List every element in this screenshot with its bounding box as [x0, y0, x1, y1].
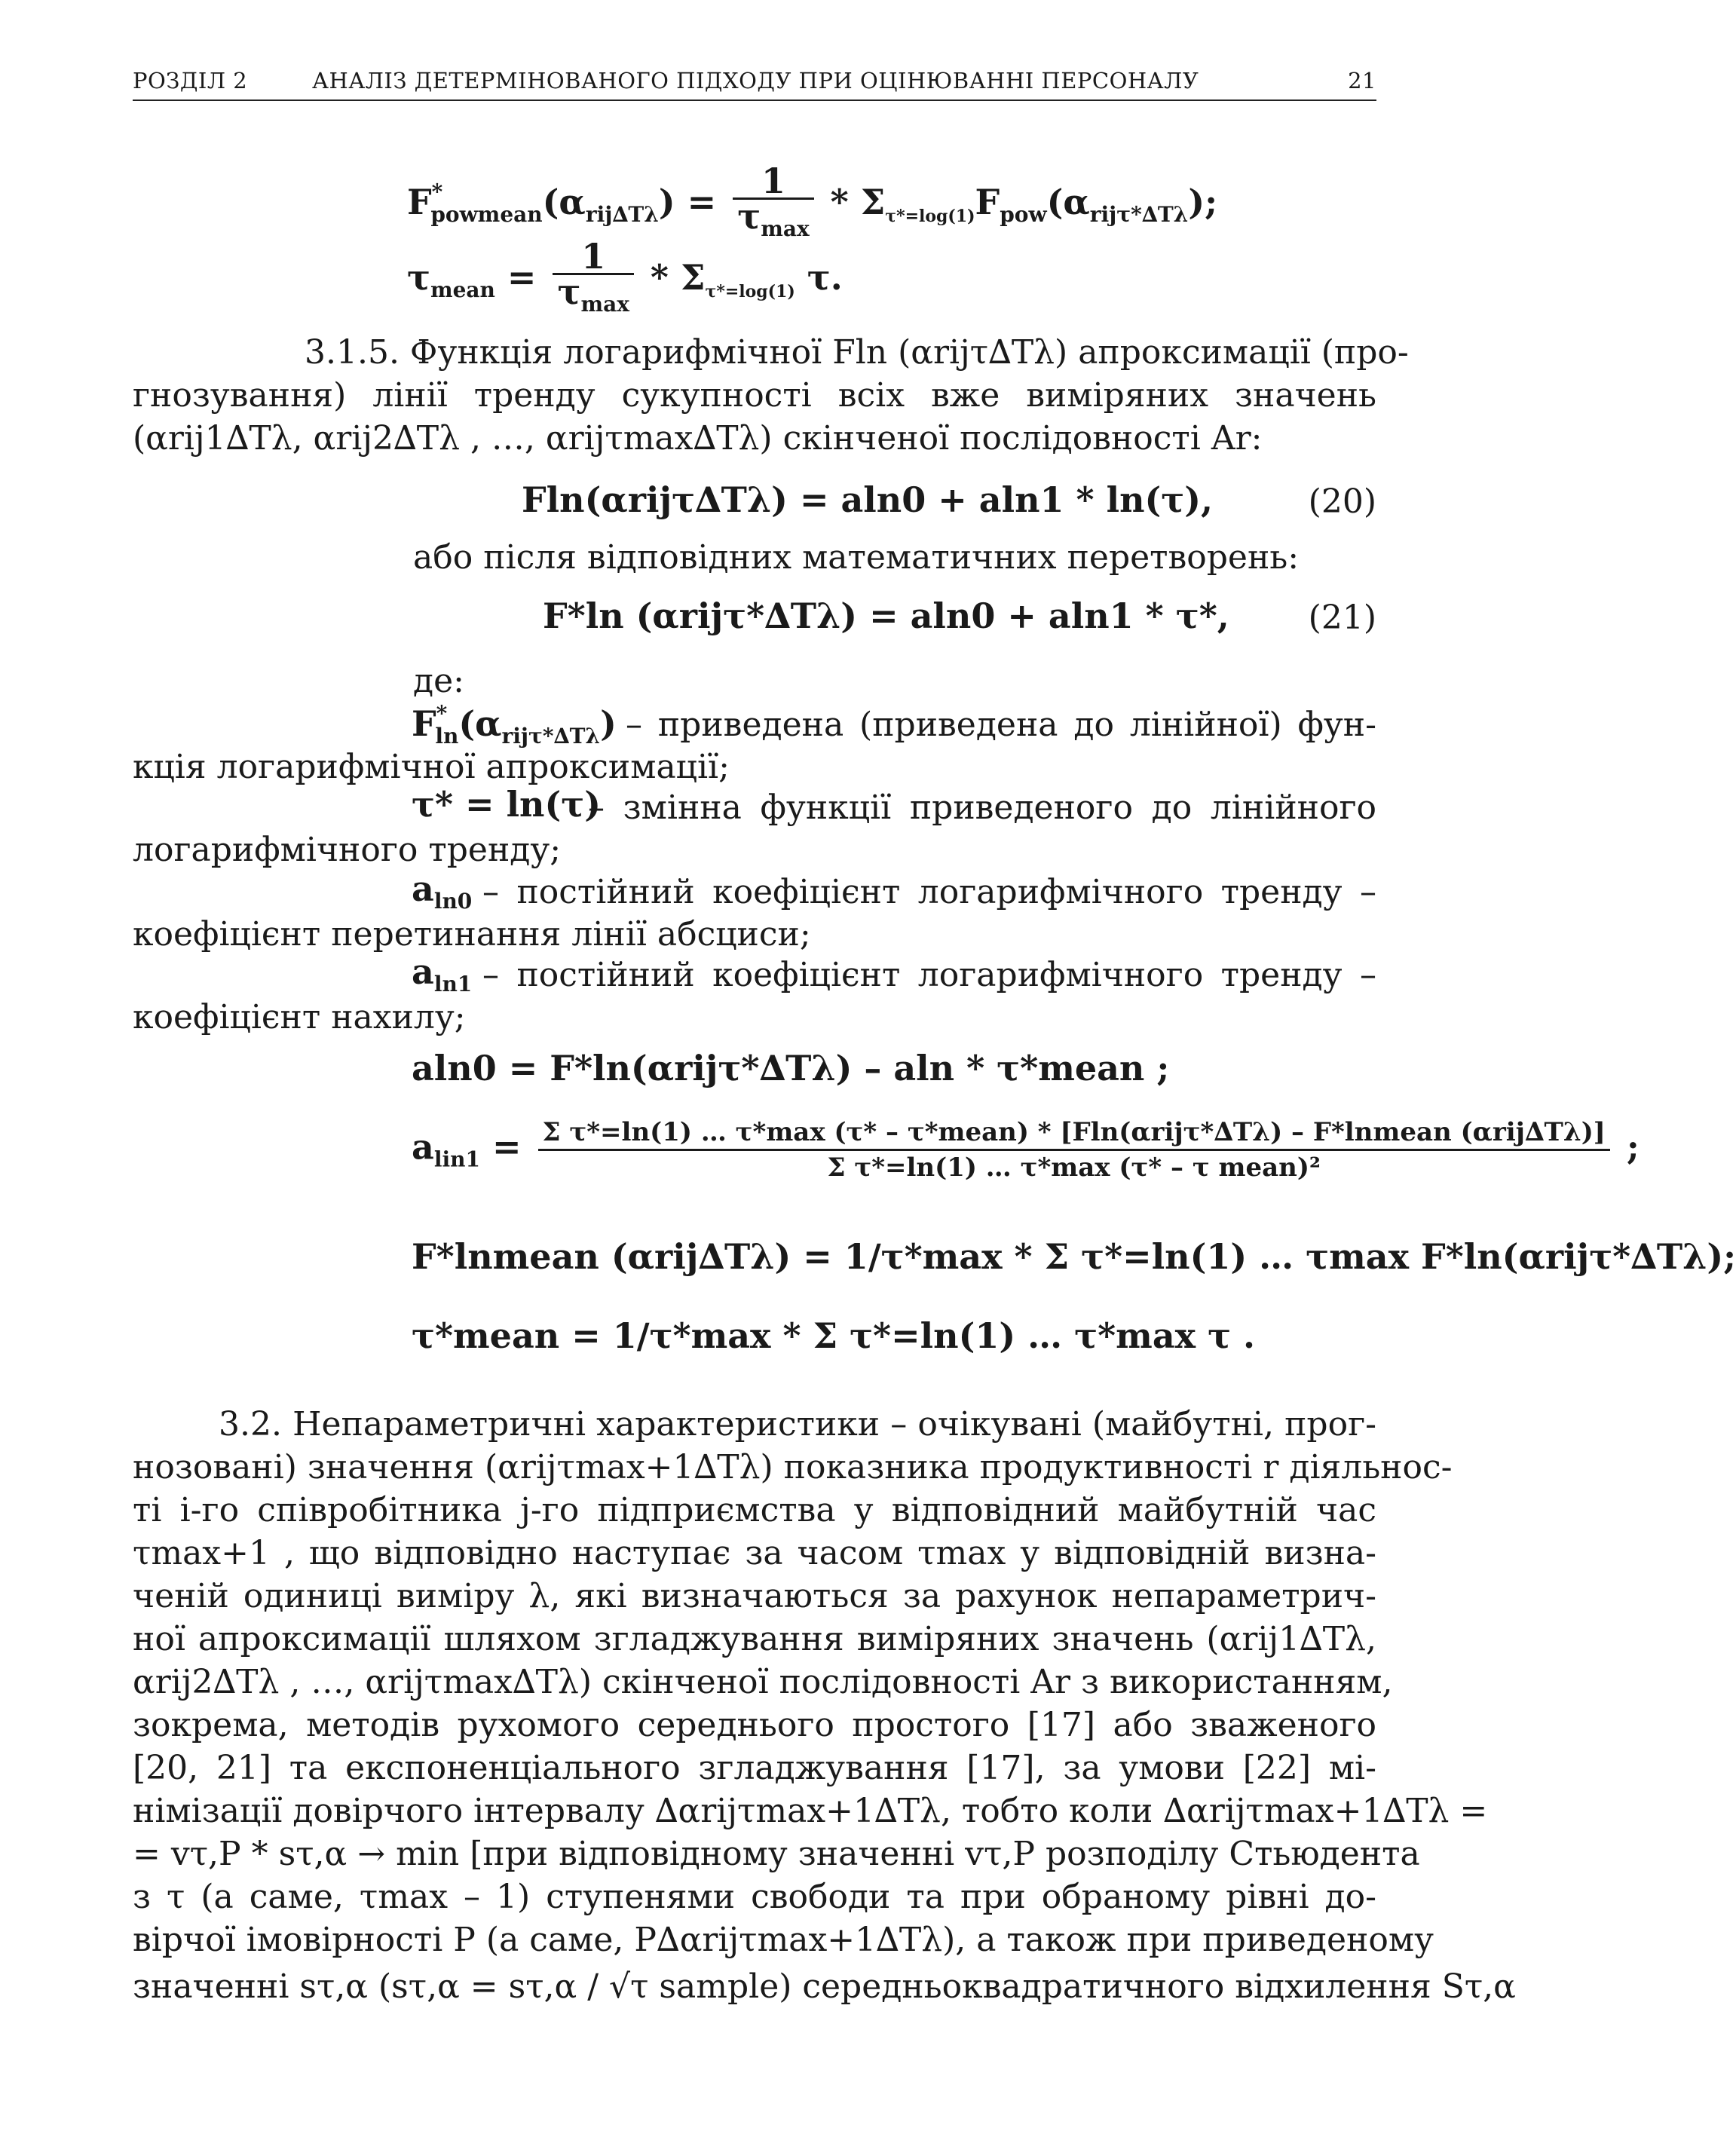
def-3-line-1: – постійний коефіцієнт логарифмічного тренду –	[482, 873, 1376, 911]
section-32-line-13: вірчої імовірності P (а саме, P∆αrijτmax+1∆Tλ), а також при приведеному	[133, 1921, 1434, 1959]
def-1-line-2: кція логарифмічної апроксимації;	[133, 748, 730, 786]
def-3-line-2: коефіцієнт перетинання лінії абсциси;	[133, 915, 811, 954]
formula-aln1-numerator: Σ τ*=ln(1) … τ*max (τ* – τ*mean) * [Fln(αrijτ*∆Tλ) – F*lnmean (αrij∆Tλ)]	[538, 1116, 1610, 1151]
def-1-symbol: $F^*_{ln}(\alpha_{rij\tau*\Delta T\lambda})$	[412, 701, 617, 749]
def-2-line-1: – змінна функції приведеного до лінійного	[588, 788, 1376, 827]
equation-21: F*ln (αrijτ*∆Tλ) = aln0 + aln1 * τ*,	[543, 595, 1229, 636]
after-eq20-text: або після відповідних математичних перетворень:	[413, 538, 1300, 577]
section-32-line-14: значенні sτ,α (sτ,α = sτ,α / √τ sample) середньоквадратичного відхилення Sτ,α	[133, 1967, 1516, 2006]
section-32-line-11: = vτ,P * sτ,α → min [при відповідному значенні vτ,P розподілу Стьюдента	[133, 1835, 1420, 1873]
equation-21-number: (21)	[1308, 599, 1376, 637]
section-32-line-8: зокрема, методів рухомого середнього простого [17] або зваженого	[133, 1706, 1376, 1744]
chapter-label: РОЗДІЛ 2	[133, 68, 248, 93]
section-32-line-12: з τ (а саме, τmax – 1) ступенями свободи та при обраному рівні до-	[133, 1878, 1376, 1916]
def-3-symbol: $a_{ln0}$	[412, 868, 473, 914]
section-315-line-1: 3.1.5. Функція логарифмічної Fln (αrijτ∆Tλ) апроксимації (про-	[305, 333, 1409, 372]
equation-20: Fln(αrijτ∆Tλ) = aln0 + aln1 * ln(τ),	[522, 479, 1214, 520]
def-4-symbol: $a_{ln1}$	[412, 951, 473, 997]
section-32-line-7: αrij2∆Tλ , …, αrijτmax∆Tλ) скінченої послідовності Ar з використанням,	[133, 1663, 1393, 1701]
def-4-line-1: – постійний коефіцієнт логарифмічного тренду –	[482, 956, 1376, 994]
def-4-line-2: коефіцієнт нахилу;	[133, 998, 466, 1036]
section-32-line-10: німізації довірчого інтервалу ∆αrijτmax+1∆Tλ, тобто коли ∆αrijτmax+1∆Tλ =	[133, 1792, 1488, 1830]
formula-aln0: aln0 = F*ln(αrijτ*∆Tλ) – aln * τ*mean ;	[412, 1048, 1170, 1088]
def-2-symbol: τ* = ln(τ)	[412, 784, 601, 825]
section-32-line-2: нозовані) значення (αrijτmax+1∆Tλ) показника продуктивності r діяльнос-	[133, 1448, 1453, 1486]
section-32-line-5: ченій одиниці виміру λ, які визначаються за рахунок непараметрич-	[133, 1577, 1376, 1615]
def-2-line-2: логарифмічного тренду;	[133, 831, 562, 869]
section-32-line-6: ної апроксимації шляхом згладжування виміряних значень (αrij1∆Tλ,	[133, 1620, 1376, 1658]
section-32-line-9: [20, 21] та експоненціального згладжування [17], за умови [22] мі-	[133, 1749, 1376, 1787]
formula-tau-mean-log: $\tau_{mean}$ = $\frac{1}{\tau_{max}}$ * $\Sigma_{\tau*=log(1)}$ τ.	[407, 236, 843, 317]
formula-lnmean: F*lnmean (αrij∆Tλ) = 1/τ*max * Σ τ*=ln(1) … τmax F*ln(αrijτ*∆Tλ);	[412, 1236, 1736, 1277]
formula-tau-mean-ln: τ*mean = 1/τ*max * Σ τ*=ln(1) … τ*max τ .	[412, 1315, 1256, 1356]
formula-powmean: $F^*_{powmean}(\alpha_{rij\Delta T\lambda})$ = $\frac{1}{\tau_{max}}$ * $\Sigma_{\tau*=log(1)}F_{pow}(\alpha_{rij\tau*\Delta T\lambda})$;	[407, 161, 1218, 241]
equation-20-number: (20)	[1308, 482, 1376, 521]
formula-aln1-denominator: Σ τ*=ln(1) … τ*max (τ* – τ mean)²	[827, 1153, 1321, 1183]
section-32-line-1: 3.2. Непараметричні характеристики – очікувані (майбутні, прог-	[219, 1405, 1376, 1444]
chapter-title: АНАЛІЗ ДЕТЕРМІНОВАНОГО ПІДХОДУ ПРИ ОЦІНЮВАННІ ПЕРСОНАЛУ	[312, 68, 1199, 93]
section-315-line-2: гнозування) лінії тренду сукупності всіх вже виміряних значень	[133, 376, 1376, 415]
def-1-line-1: – приведена (приведена до лінійної) фун-	[626, 706, 1376, 744]
where-label: де:	[413, 662, 464, 700]
header-rule	[133, 100, 1376, 101]
section-32-line-4: τmax+1 , що відповідно наступає за часом τmax у відповідній визна-	[133, 1534, 1376, 1572]
page-number: 21	[1348, 68, 1376, 93]
section-315-line-3: (αrij1∆Tλ, αrij2∆Tλ , …, αrijτmax∆Tλ) скінченої послідовності Ar:	[133, 419, 1263, 458]
section-32-line-3: ті i-го співробітника j-го підприємства у відповідний майбутній час	[133, 1491, 1376, 1529]
running-header	[133, 60, 1376, 103]
formula-aln1: $a_{lin1}$ = Σ τ*=ln(1) … τ*max (τ* – τ*mean) * [Fln(αrijτ*∆Tλ) – F*lnmean (αrij∆Tλ)] Σ τ*=ln(1) … τ*max (τ* – τ mean)² ;	[412, 1117, 1640, 1183]
